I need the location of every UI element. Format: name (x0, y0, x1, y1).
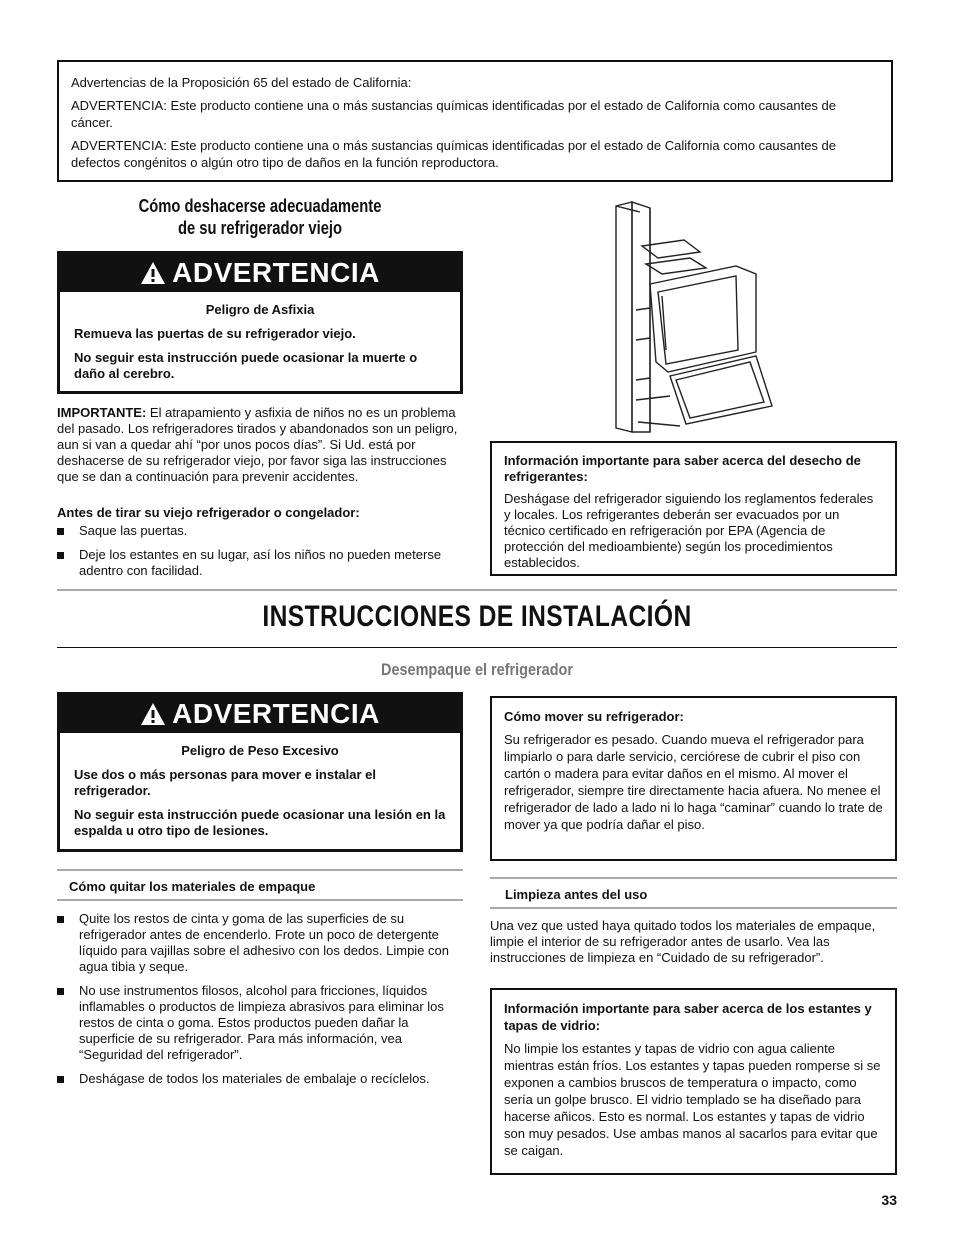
warning-triangle-icon (140, 702, 166, 726)
unpack-subtitle: Desempaque el refrigerador (381, 660, 573, 679)
list-item: Deje los estantes en su lugar, así los niños no pueden meterse adentro con facilidad. (57, 547, 457, 579)
warning-title: Peligro de Asfixia (205, 302, 315, 317)
important-paragraph (57, 405, 463, 485)
disposal-bullet-list (57, 523, 457, 587)
prop65-warning-reproductive: ADVERTENCIA: Este producto contiene una o más sustancias químicas identificadas por el estado de California como causantes de defectos congénitos o algún otro tipo de daños en la función reproductora. (71, 138, 837, 170)
warning-title: Peligro de Peso Excesivo (181, 743, 339, 758)
moving-info-box (490, 696, 897, 861)
weight-warning-box (57, 692, 463, 852)
refrigerant-info-heading: Información importante para saber acerca del desecho de refrigerantes: (504, 453, 861, 484)
packing-heading: Cómo quitar los materiales de empaque (69, 879, 316, 894)
prop65-box (57, 60, 893, 182)
moving-info-text: Su refrigerador es pesado. Cuando mueva el refrigerador para limpiarlo o para darle servicio, cerciórese de cubrir el piso con cartón o madera para evitar daños en el mismo. Al mover el refrigerador, siempre tire directamente hacia afuera. No menee el refrigerador de lado a lado ni lo haga “caminar” cuando lo trate de mover ya que podría dañar el piso. (504, 732, 883, 832)
packing-heading-rule-top (57, 869, 463, 871)
cleaning-text: Una vez que usted haya quitado todos los materiales de empaque, limpie el interior de su refrigerador antes de usarlo. Vea las instrucciones de limpieza en “Cuidado de su refrigerador”. (490, 918, 876, 965)
refrigerator-doors-removed-illustration (610, 200, 780, 438)
list-item: Quite los restos de cinta y goma de las superficies de su refrigerador antes de encenderlo. Frote un poco de detergente líquido para vajillas sobre el adhesivo con los dedos. Limpie con agua tibia y seque. (57, 911, 461, 975)
refrigerant-info-box (490, 441, 897, 576)
warning-triangle-icon (140, 261, 166, 285)
important-text: El atrapamiento y asfixia de niños no es un problema del pasado. Los refrigeradores tirados y abandonados son un peligro, aun si van a quedar ahí “por unos pocos días”. Si Ud. está por deshacerse de su refrigerador viejo, por favor siga las instrucciones que se dan a continuación para prevenir accidentes. (57, 405, 458, 484)
warning-line1: Use dos o más personas para mover e instalar el refrigerador. (74, 767, 377, 798)
disposal-heading-line2: de su refrigerador viejo (177, 218, 343, 238)
packing-bullet-list (57, 911, 461, 1095)
page-number: 33 (881, 1192, 897, 1208)
cleaning-heading: Limpieza antes del uso (505, 887, 648, 902)
installation-title: INSTRUCCIONES DE INSTALACIÓN (262, 600, 692, 633)
moving-info-heading: Cómo mover su refrigerador: (504, 709, 684, 724)
warning-line2: No seguir esta instrucción puede ocasionar una lesión en la espalda u otro tipo de lesiones. (74, 807, 446, 838)
warning-header (60, 695, 460, 733)
glass-info-box (490, 988, 897, 1175)
warning-label: ADVERTENCIA (172, 698, 380, 729)
warning-header (60, 254, 460, 292)
list-item: Deshágase de todos los materiales de embalaje o recíclelos. (57, 1071, 461, 1087)
refrigerant-info-text: Deshágase del refrigerador siguiendo los reglamentos federales y locales. Los refrigerantes deberán ser evacuados por un técnico certificado en refrigeración por EPA (Agencia de protección del medioambiente) según los procedimientos establecidos. (504, 491, 874, 570)
list-item: No use instrumentos filosos, alcohol para fricciones, líquidos inflamables o productos de limpieza abrasivos para eliminar los restos de cinta o goma. Estos productos pueden dañar la superficie de su refrigerador. Para más información, vea “Seguridad del refrigerador”. (57, 983, 461, 1063)
cleaning-heading-rule-bottom (490, 907, 897, 909)
warning-line2: No seguir esta instrucción puede ocasionar la muerte o daño al cerebro. (74, 350, 418, 381)
prop65-title: Advertencias de la Proposición 65 del estado de California: (71, 75, 412, 90)
disposal-heading-line1: Cómo deshacerse adecuadamente (138, 196, 382, 216)
warning-line1: Remueva las puertas de su refrigerador viejo. (74, 326, 356, 341)
cleaning-heading-rule-top (490, 877, 897, 879)
glass-info-text: No limpie los estantes y tapas de vidrio con agua caliente mientras están fríos. Los estantes y tapas pueden romperse si se exponen a cambios bruscos de temperatura o impacto, como sería un golpe brusco. El vidrio templado se ha diseñado para hacerse añicos. Esto es normal. Los estantes y tapas de vidrio son muy pesados. Use ambas manos al sacarlos para evitar que se caigan. (504, 1041, 881, 1158)
disposal-heading (129, 195, 391, 239)
section-top-rule (57, 589, 897, 591)
asphyxia-warning-box (57, 251, 463, 394)
section-bottom-rule (57, 647, 897, 648)
glass-info-heading: Información importante para saber acerca de los estantes y tapas de vidrio: (504, 1001, 872, 1033)
warning-label: ADVERTENCIA (172, 257, 380, 288)
packing-heading-rule-bottom (57, 899, 463, 901)
list-item: Saque las puertas. (57, 523, 457, 539)
before-disposal-heading: Antes de tirar su viejo refrigerador o congelador: (57, 505, 360, 520)
prop65-warning-cancer: ADVERTENCIA: Este producto contiene una o más sustancias químicas identificadas por el estado de California como causantes de cáncer. (71, 98, 837, 130)
important-label: IMPORTANTE: (57, 405, 147, 420)
